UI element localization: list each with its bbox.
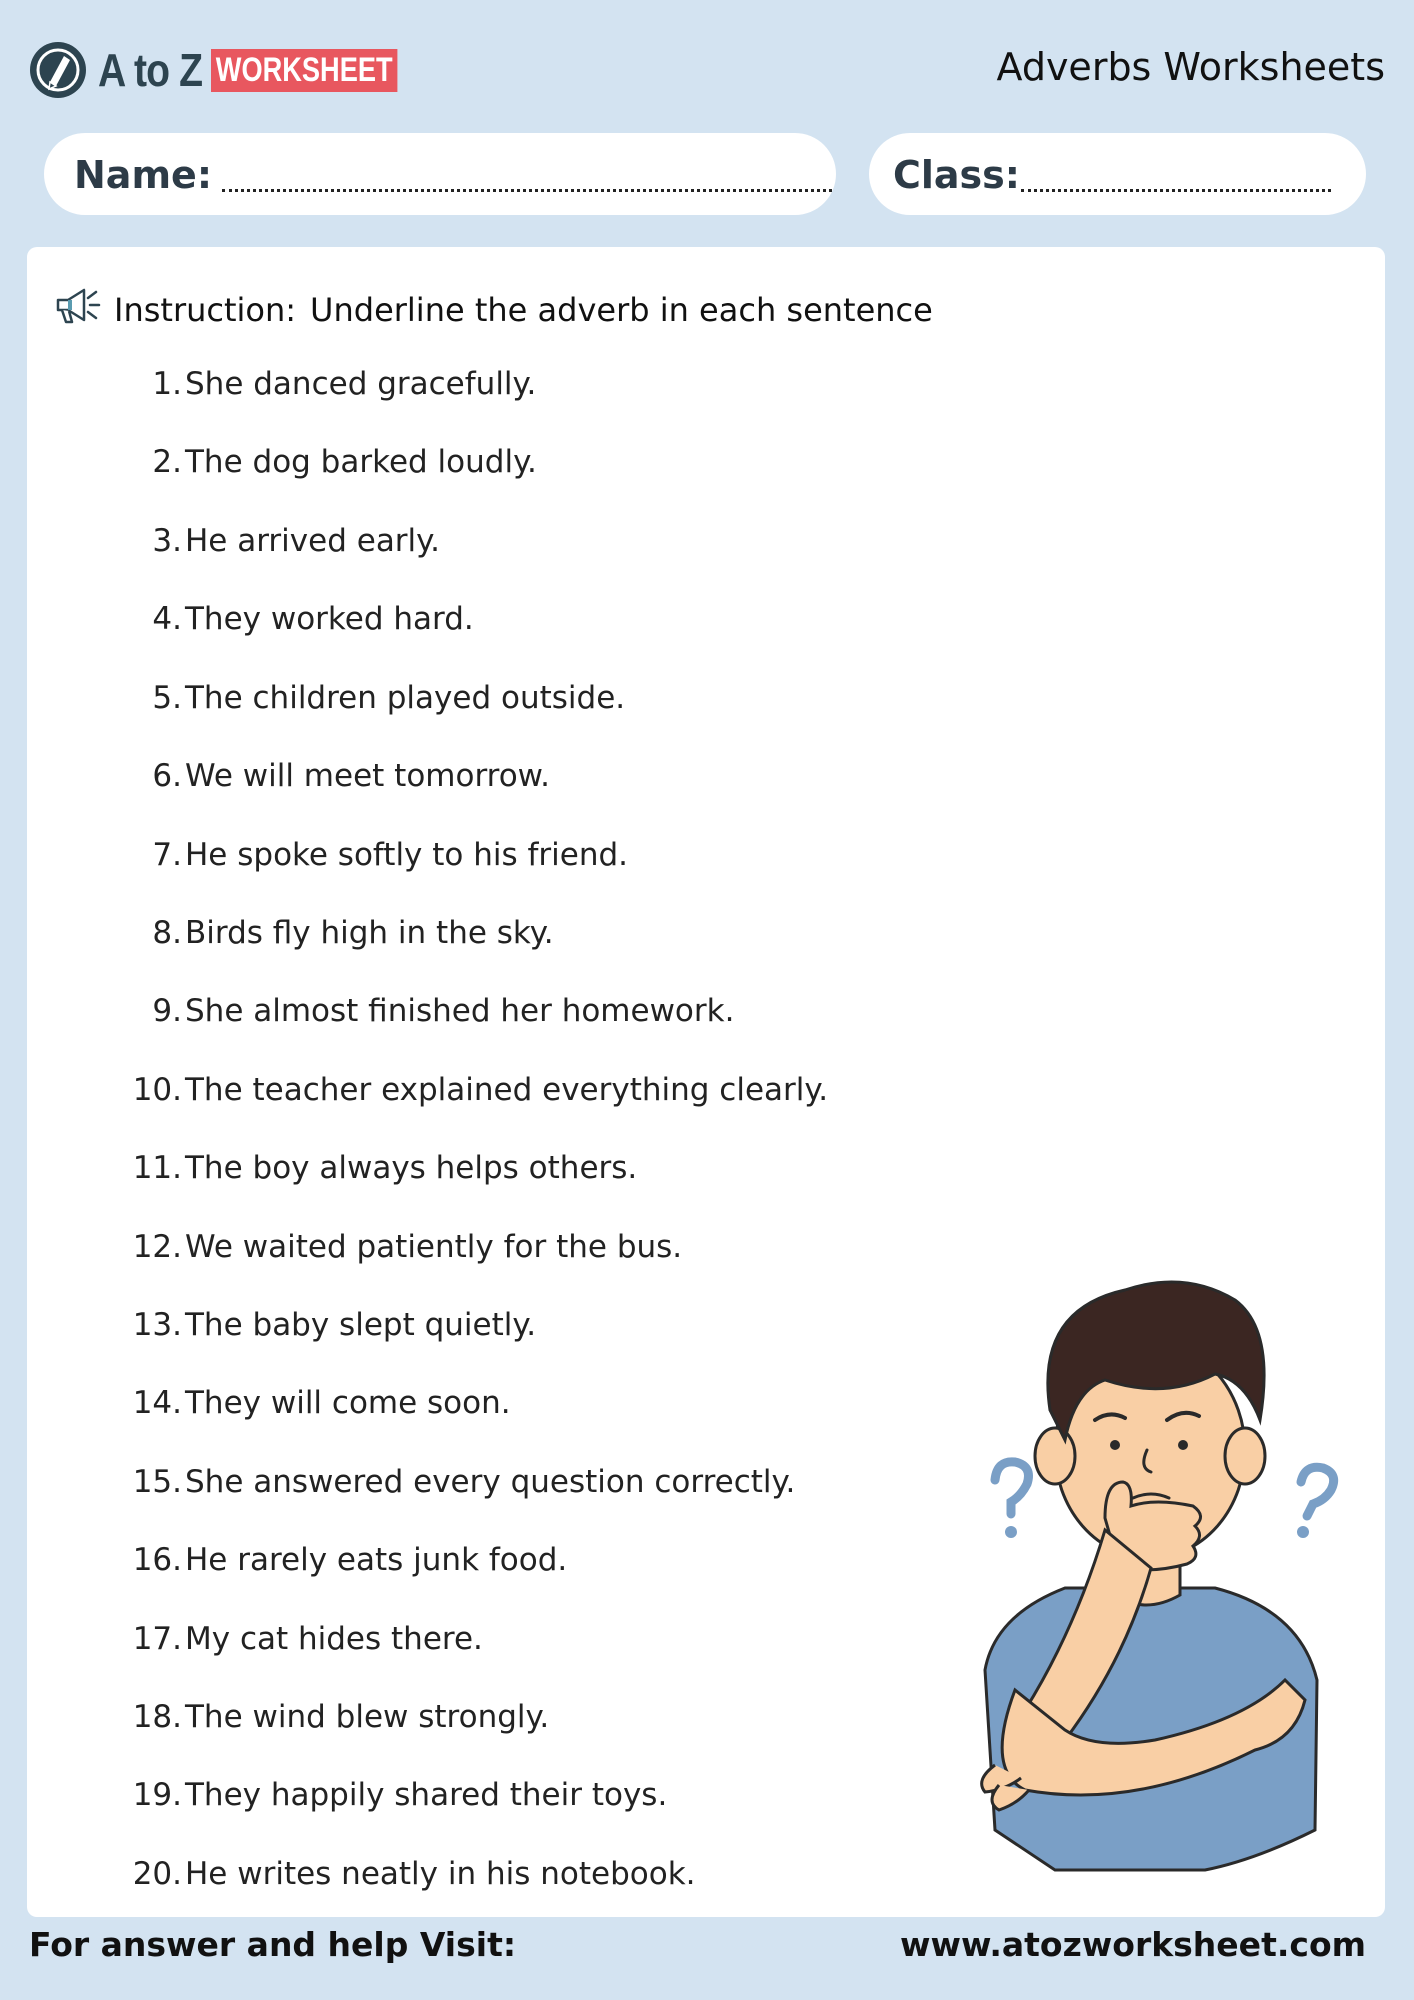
question-text[interactable]: The children played outside. [185,680,626,716]
question-number: 3. [152,523,182,559]
class-blank-line[interactable] [1021,189,1331,192]
question-text[interactable]: He rarely eats junk food. [185,1542,568,1578]
question-text[interactable]: They happily shared their toys. [185,1777,668,1813]
list-item [110,1535,567,1585]
list-item [110,1457,795,1507]
question-number: 20. [132,1856,182,1892]
question-number: 16. [132,1542,182,1578]
name-field[interactable] [44,133,836,215]
list-item [110,673,625,723]
question-number: 19. [132,1777,182,1813]
question-text[interactable]: He spoke softly to his friend. [185,837,629,873]
question-number: 10. [132,1072,182,1108]
question-text[interactable]: They worked hard. [185,601,474,637]
header [0,0,1414,130]
question-number: 15. [132,1464,182,1500]
question-text[interactable]: We will meet tomorrow. [185,758,551,794]
name-label: Name: [74,153,213,197]
brand-logo[interactable] [30,38,444,102]
list-item [110,1143,637,1193]
question-number: 2. [152,444,182,480]
list-item [110,1065,828,1115]
question-number: 11. [132,1150,182,1186]
question-number: 13. [132,1307,182,1343]
question-text[interactable]: She almost finished her homework. [185,993,735,1029]
question-text[interactable]: The baby slept quietly. [185,1307,537,1343]
list-item [110,908,554,958]
list-item [110,1614,483,1664]
question-number: 7. [152,837,182,873]
question-text[interactable]: The teacher explained everything clearly. [185,1072,829,1108]
class-field[interactable] [869,133,1366,215]
list-item [110,1692,549,1742]
question-number: 14. [132,1385,182,1421]
question-mark-icon [995,1462,1029,1514]
footer-website-link[interactable]: www.atozworksheet.com [899,1925,1366,1964]
question-number: 18. [132,1699,182,1735]
question-text[interactable]: He writes neatly in his notebook. [185,1856,696,1892]
question-number: 9. [152,993,182,1029]
question-number: 17. [132,1621,182,1657]
list-item [110,986,734,1036]
instruction-label: Instruction: [114,291,297,329]
list-item [110,1770,667,1820]
instruction-text: Underline the adverb in each sentence [310,291,933,329]
list-item [110,594,474,644]
page-title: Adverbs Worksheets [996,45,1385,89]
question-text[interactable]: My cat hides there. [185,1621,483,1657]
list-item [110,1849,696,1899]
pen-logo-icon [30,42,86,98]
class-label: Class: [893,153,1020,197]
brand-badge: WORKSHEET [211,49,397,92]
question-text[interactable]: They will come soon. [185,1385,511,1421]
question-number: 8. [152,915,182,951]
list-item [110,437,537,487]
footer-help-text: For answer and help Visit: [29,1925,517,1964]
question-text[interactable]: We waited patiently for the bus. [185,1229,683,1265]
question-text[interactable]: Birds fly high in the sky. [185,915,554,951]
list-item [110,1300,536,1350]
question-number: 6. [152,758,182,794]
question-text[interactable]: The dog barked loudly. [185,444,537,480]
question-text[interactable]: He arrived early. [185,523,440,559]
question-text[interactable]: She danced gracefully. [185,366,537,402]
question-number: 5. [152,680,182,716]
question-number: 4. [152,601,182,637]
list-item [110,751,550,801]
thinking-boy-illustration [955,1270,1365,1920]
list-item [110,1378,511,1428]
question-number: 1. [152,366,182,402]
list-item [110,1222,682,1272]
question-text[interactable]: She answered every question correctly. [185,1464,796,1500]
list-item [110,830,628,880]
brand-name: A to Z [98,44,203,96]
question-number: 12. [132,1229,182,1265]
question-text[interactable]: The boy always helps others. [185,1150,638,1186]
megaphone-icon [54,284,102,336]
name-blank-line[interactable] [222,189,832,192]
question-text[interactable]: The wind blew strongly. [185,1699,550,1735]
instruction [54,285,933,335]
list-item [110,516,440,566]
list-item [110,359,536,409]
